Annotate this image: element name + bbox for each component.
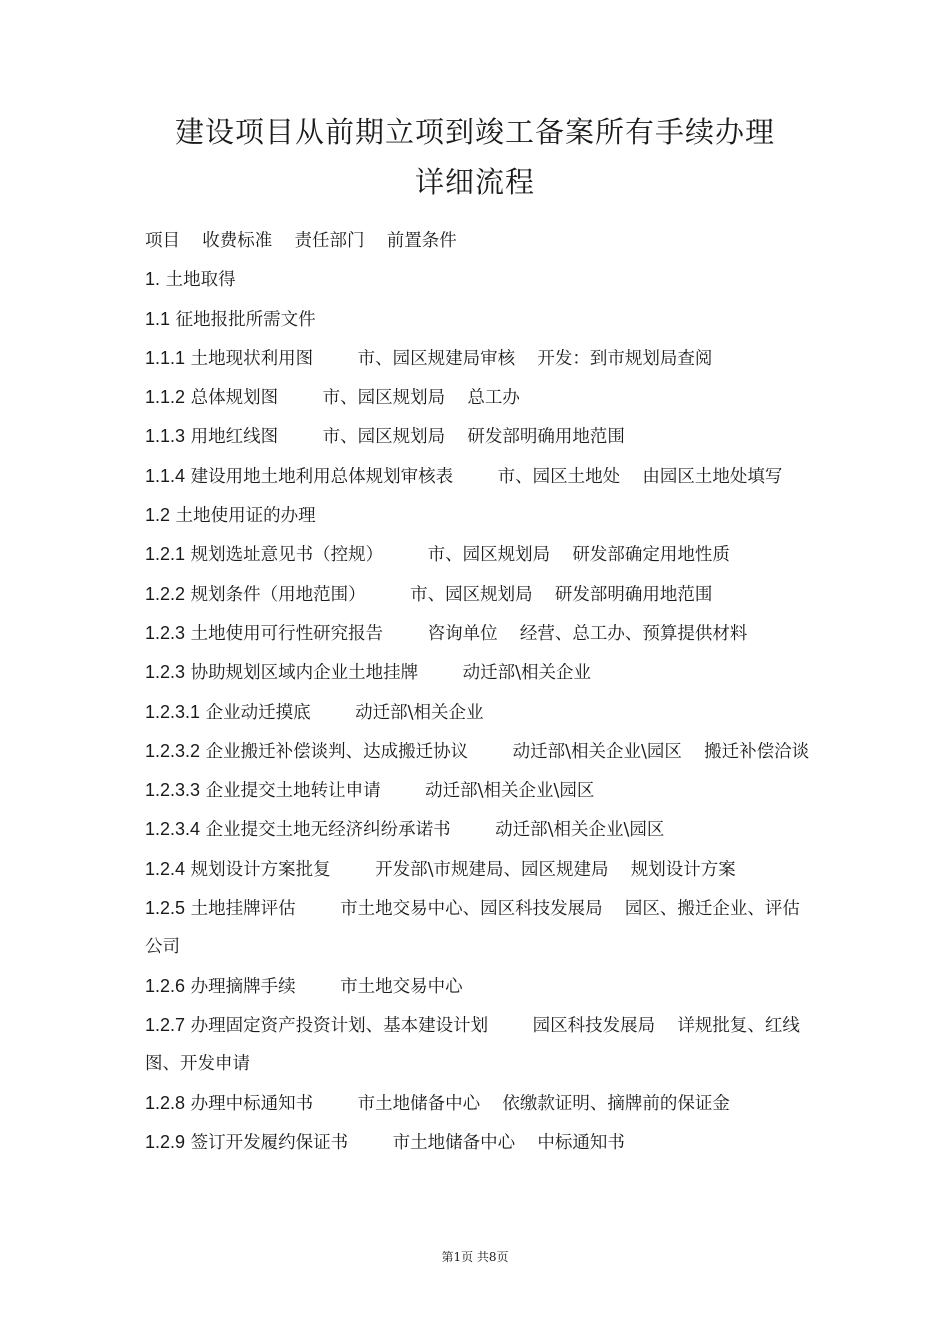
list-item: 1.2.6 办理摘牌手续 市土地交易中心 [145, 975, 463, 997]
list-item: 1.1.1 土地现状利用图 市、园区规建局审核 开发：到市规划局查阅 [145, 347, 713, 369]
list-item: 1.2.3.2 企业搬迁补偿谈判、达成搬迁协议 动迁部\相关企业\园区 搬迁补偿洽谈 [145, 740, 810, 762]
list-item: 1.2.8 办理中标通知书 市土地储备中心 依缴款证明、摘牌前的保证金 [145, 1092, 730, 1114]
header-row: 项目 收费标准 责任部门 前置条件 [145, 231, 457, 251]
page-footer: 第1页 共8页 [441, 1250, 509, 1264]
list-item: 1.2.3 土地使用可行性研究报告 咨询单位 经营、总工办、预算提供材料 [145, 622, 748, 644]
list-item: 1.2.3 协助规划区域内企业土地挂牌 动迁部\相关企业 [145, 662, 592, 684]
list-item: 1.1 征地报批所需文件 [145, 308, 316, 330]
list-item: 1. 土地取得 [145, 269, 236, 291]
list-item: 1.2.3.4 企业提交土地无经济纠纷承诺书 动迁部\相关企业\园区 [145, 819, 665, 841]
list-item: 1.2.3.1 企业动迁摸底 动迁部\相关企业 [145, 701, 484, 723]
list-item: 1.2.1 规划选址意见书（控规） 市、园区规划局 研发部确定用地性质 [145, 544, 730, 566]
list-item: 1.2.2 规划条件（用地范围） 市、园区规划局 研发部明确用地范围 [145, 583, 713, 605]
list-item: 1.2.5 土地挂牌评估 市土地交易中心、园区科技发展局 园区、搬迁企业、评估公司 [145, 898, 800, 958]
document-body [145, 222, 815, 1162]
document-title-line1: 建设项目从前期立项到竣工备案所有手续办理 [174, 115, 775, 149]
list-item: 1.2 土地使用证的办理 [145, 505, 316, 527]
list-item: 1.2.9 签订开发履约保证书 市土地储备中心 中标通知书 [145, 1131, 625, 1153]
list-item: 1.2.7 办理固定资产投资计划、基本建设计划 园区科技发展局 详规批复、红线图、开发申请 [145, 1014, 800, 1075]
list-item: 1.2.4 规划设计方案批复 开发部\市规建局、园区规建局 规划设计方案 [145, 858, 736, 880]
list-item: 1.1.3 用地红线图 市、园区规划局 研发部明确用地范围 [145, 426, 625, 448]
list-item: 1.1.2 总体规划图 市、园区规划局 总工办 [145, 387, 520, 409]
document-title-line2: 详细流程 [414, 165, 535, 199]
list-item: 1.1.4 建设用地土地利用总体规划审核表 市、园区土地处 由园区土地处填写 [145, 465, 783, 487]
list-item: 1.2.3.3 企业提交土地转让申请 动迁部\相关企业\园区 [145, 780, 595, 802]
